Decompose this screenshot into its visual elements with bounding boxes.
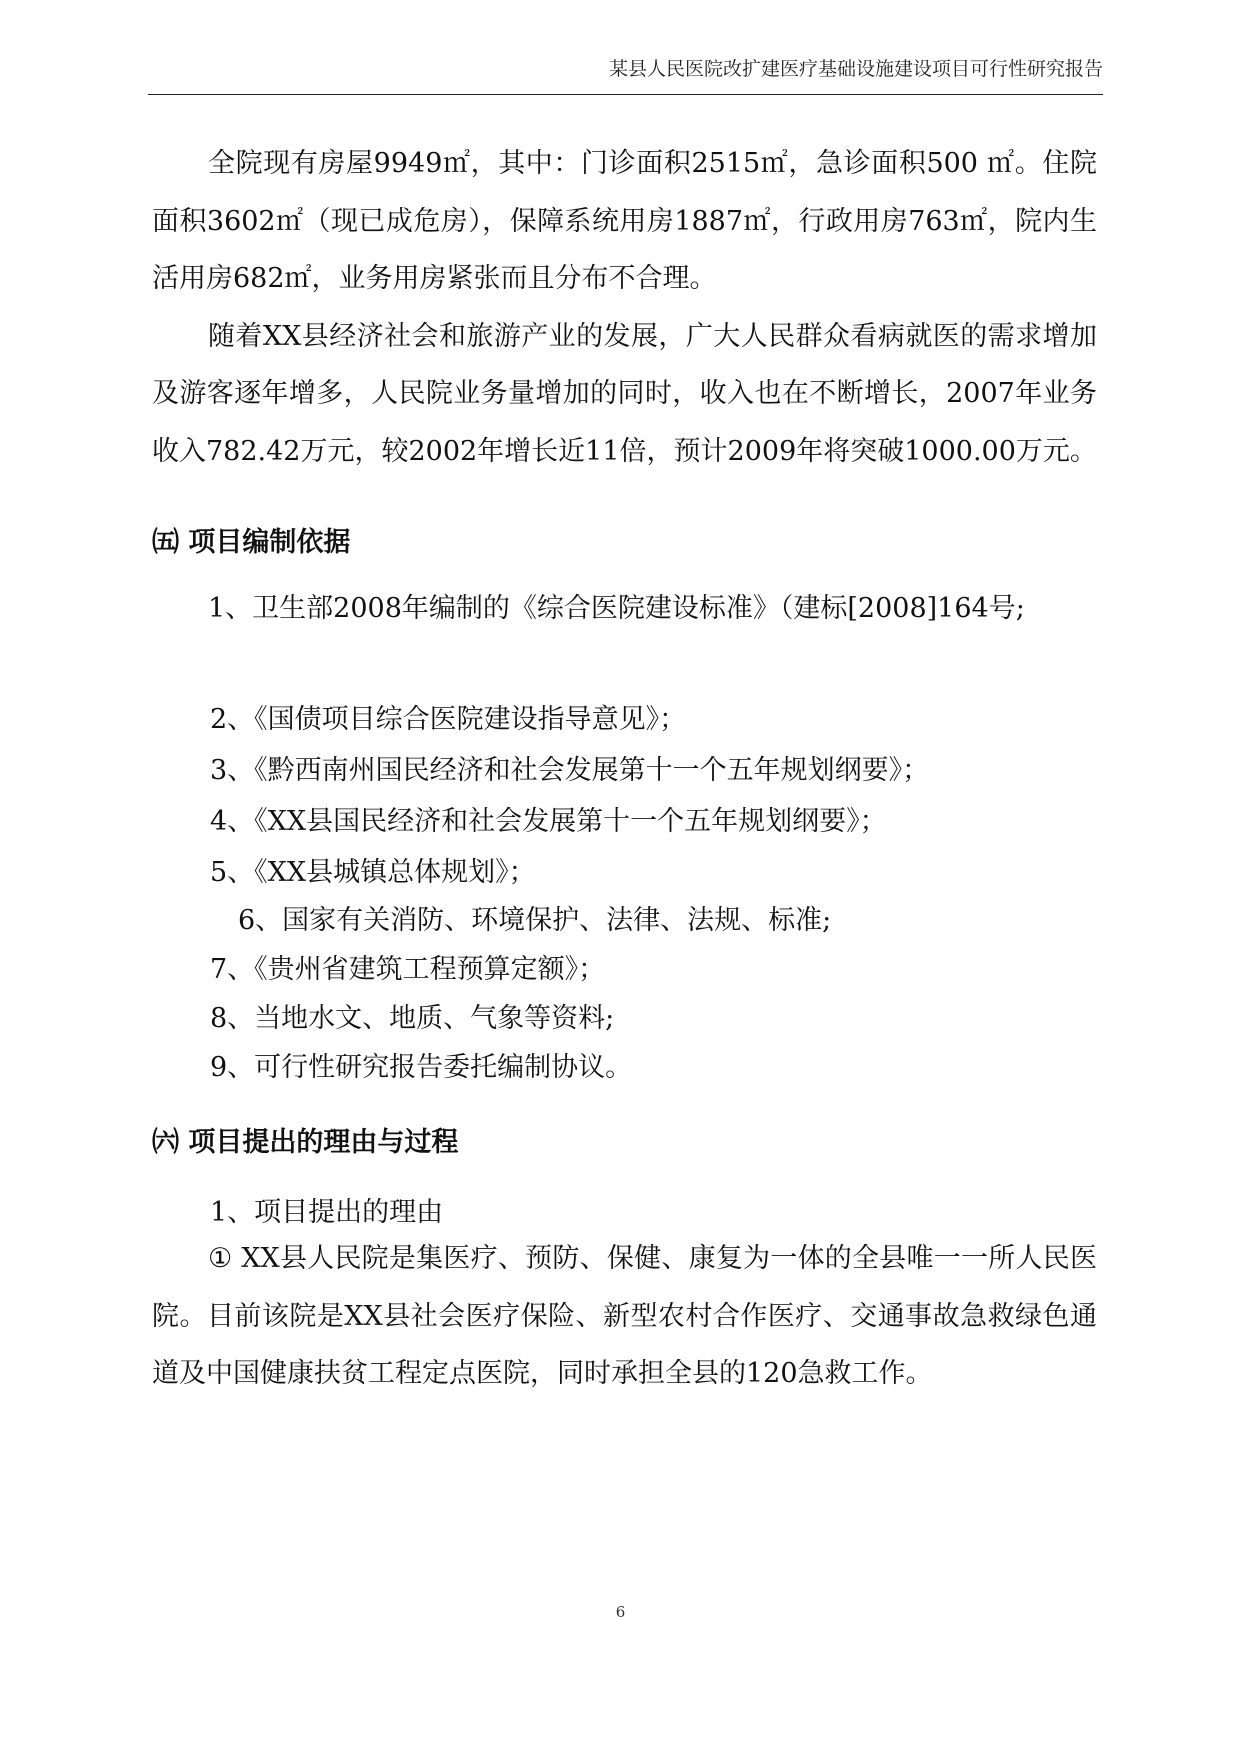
page-number: 6: [615, 1603, 626, 1621]
paragraph-hospital-role: ① XX县人民院是集医疗、预防、保健、康复为一体的全县唯一一所人民医院。目前该院是XX县社会医疗保险、新型农村合作医疗、交通事故急救绿色通道及中国健康扶贫工程定点医院，同时承担全县的120急救工作。: [152, 1243, 1097, 1389]
reasons-subheading: 1、项目提出的理由: [210, 1197, 444, 1228]
basis-item-4: 4、《XX县国民经济和社会发展第十一个五年规划纲要》；: [210, 806, 887, 837]
intro-paragraphs: [152, 135, 1097, 480]
basis-item-1: 1、卫生部2008年编制的《综合医院建设标准》（建标[2008]164号;: [208, 593, 1025, 624]
paragraph-building-area: 全院现有房屋9949㎡，其中：门诊面积2515㎡，急诊面积500 ㎡。住院面积3602㎡（现已成危房），保障系统用房1887㎡，行政用房763㎡，院内生活用房682㎡，业务用房紧张而且分布不合理。: [152, 148, 1097, 294]
paragraph-development: 随着XX县经济社会和旅游产业的发展，广大人民群众看病就医的需求增加及游客逐年增多，人民院业务量增加的同时，收入也在不断增长，2007年业务收入782.42万元，较2002年增长近11倍，预计2009年将突破1000.00万元。: [152, 320, 1097, 467]
basis-item-8: 8、当地水文、地质、气象等资料;: [210, 1003, 615, 1034]
basis-item-9: 9、可行性研究报告委托编制协议。: [210, 1052, 633, 1083]
page-header: [148, 48, 1103, 95]
basis-item-5: 5、《XX县城镇总体规划》；: [210, 857, 536, 888]
basis-item-2: 2、《国债项目综合医院建设指导意见》；: [210, 704, 687, 735]
basis-item-7: 7、《贵州省建筑工程预算定额》；: [210, 954, 606, 985]
basis-item-3: 3、《黔西南州国民经济和社会发展第十一个五年规划纲要》；: [210, 755, 930, 786]
basis-item-6: 6、国家有关消防、环境保护、法律、法规、标准;: [238, 905, 832, 936]
section-heading-reasons: ㈥ 项目提出的理由与过程: [152, 1127, 459, 1158]
section-heading-basis: ㈤ 项目编制依据: [152, 527, 351, 558]
header-title: 某县人民医院改扩建医疗基础设施建设项目可行性研究报告: [608, 58, 1103, 80]
